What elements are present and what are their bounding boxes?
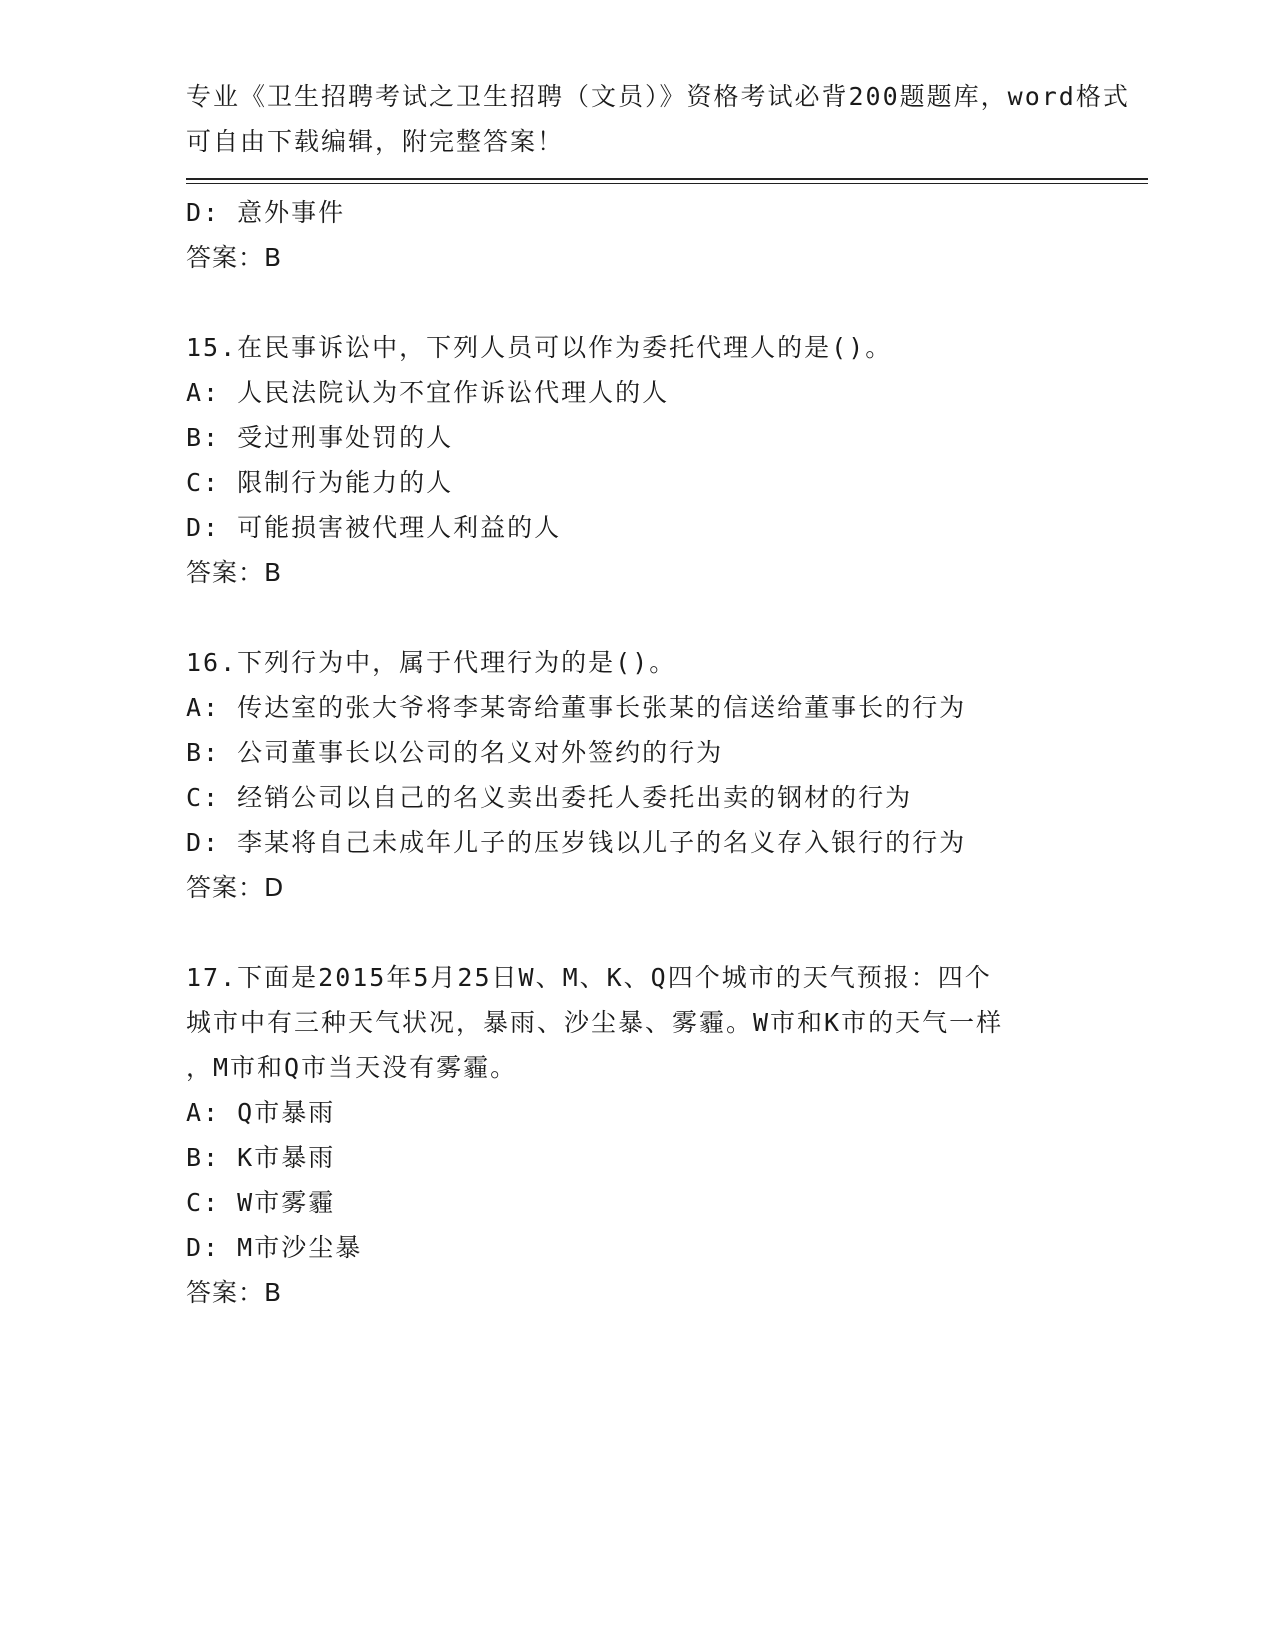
question-text-line-3: ，M市和Q市当天没有雾霾。 (186, 1053, 518, 1082)
answer-line: 答案：B (186, 558, 283, 587)
document-body (186, 190, 1086, 1315)
option-b: B: 受过刑事处罚的人 (186, 423, 454, 452)
question-text: 16.下列行为中，属于代理行为的是()。 (186, 648, 677, 677)
header-divider-thin (186, 183, 1148, 184)
question-15 (186, 325, 1086, 595)
question-text: 15.在民事诉讼中，下列人员可以作为委托代理人的是()。 (186, 333, 893, 362)
option-c: C: 经销公司以自己的名义卖出委托人委托出卖的钢材的行为 (186, 783, 913, 812)
question-text-line-2: 城市中有三种天气状况，暴雨、沙尘暴、雾霾。W市和K市的天气一样 (186, 1008, 1004, 1037)
answer-line: 答案：D (186, 873, 285, 902)
question-17 (186, 955, 1086, 1315)
option-c: C: W市雾霾 (186, 1188, 336, 1217)
header-divider-thick (186, 178, 1148, 180)
option-b: B: 公司董事长以公司的名义对外签约的行为 (186, 738, 724, 767)
option-d: D: 意外事件 (186, 198, 346, 227)
header-line-2: 可自由下载编辑，附完整答案！ (186, 127, 565, 156)
previous-question-tail (186, 190, 1086, 280)
option-a: A: Q市暴雨 (186, 1098, 336, 1127)
header-line-1: 专业《卫生招聘考试之卫生招聘（文员）》资格考试必背200题题库，word格式 (186, 82, 1130, 111)
option-d: D: M市沙尘暴 (186, 1233, 363, 1262)
option-c: C: 限制行为能力的人 (186, 468, 454, 497)
option-d: D: 可能损害被代理人利益的人 (186, 513, 562, 542)
document-header (186, 74, 1130, 164)
answer-line: 答案：B (186, 1278, 283, 1307)
question-16 (186, 640, 1086, 910)
option-a: A: 人民法院认为不宜作诉讼代理人的人 (186, 378, 670, 407)
option-d: D: 李某将自己未成年儿子的压岁钱以儿子的名义存入银行的行为 (186, 828, 967, 857)
question-text-line-1: 17.下面是2015年5月25日W、M、K、Q四个城市的天气预报：四个 (186, 963, 992, 992)
option-b: B: K市暴雨 (186, 1143, 336, 1172)
answer-line: 答案：B (186, 243, 283, 272)
option-a: A: 传达室的张大爷将李某寄给董事长张某的信送给董事长的行为 (186, 693, 967, 722)
